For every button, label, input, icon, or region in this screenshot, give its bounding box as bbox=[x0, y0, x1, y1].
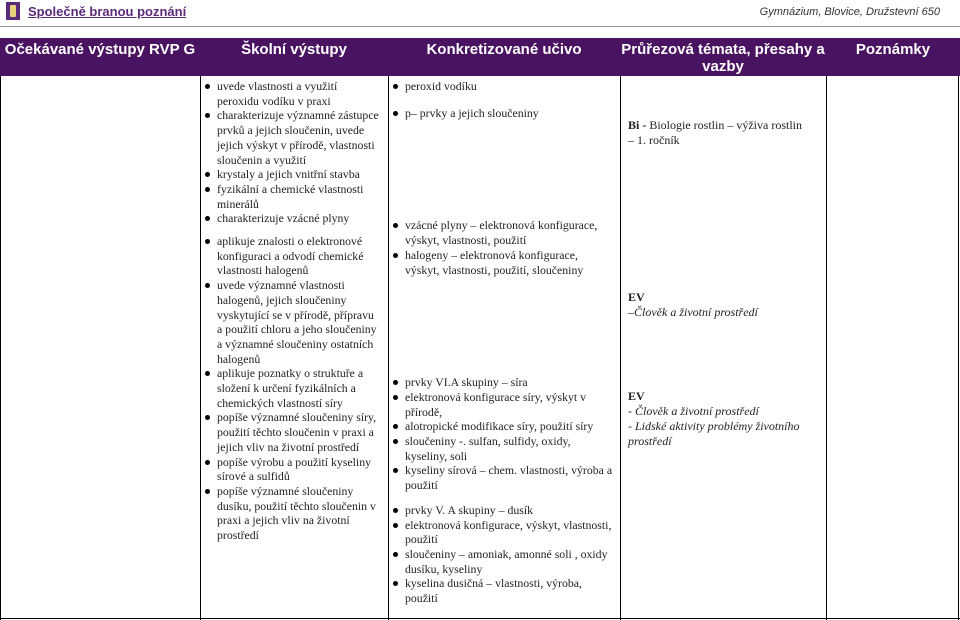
list-item: popíše významné sloučeniny síry, použití těchto sloučenin v praxi a jejich vliv na životní prostředí bbox=[203, 410, 381, 454]
school-address: Gymnázium, Blovice, Družstevní 650 bbox=[759, 6, 940, 18]
prurez-ev-text: Lidské aktivity problémy životního prostředí bbox=[628, 419, 800, 448]
list-item: elektronová konfigurace síry, výskyt v přírodě, bbox=[391, 390, 615, 419]
list-item: popíše výrobu a použití kyseliny sírové a sulfidů bbox=[203, 455, 381, 484]
col-header-poznamky: Poznámky bbox=[855, 41, 931, 58]
list-item: charakterizuje významné zástupce prvků a jejich sloučenin, uvede jejich výskyt v přírodě, vlastnosti sloučenin a využití bbox=[203, 108, 381, 167]
school-logo-icon bbox=[6, 2, 20, 20]
col-header-ucivo: Konkretizované učivo bbox=[426, 41, 582, 58]
table-divider bbox=[388, 76, 389, 620]
page-header bbox=[0, 0, 960, 27]
prurez-bi-label: Bi - bbox=[628, 118, 647, 132]
list-item: uvede významné vlastnosti halogenů, jejich sloučeniny vyskytující se v přírodě, přípravu a použití chloru a jeho sloučeniny a významné sloučeniny ostatních halogenů bbox=[203, 278, 381, 366]
prurez-ev-text: –Člověk a životní prostředí bbox=[628, 305, 758, 319]
table-border-right bbox=[958, 76, 959, 620]
logo-text[interactable]: Společně branou poznání bbox=[28, 4, 187, 19]
prurez-ev-1 bbox=[628, 290, 818, 320]
col-header-skolni: Školní výstupy bbox=[241, 41, 347, 58]
list-item: popíše významné sloučeniny dusíku, použití těchto sloučenin v praxi a jejich vliv na životní prostředí bbox=[203, 484, 381, 543]
col-header-prurezova: Průřezová témata, přesahy a vazby bbox=[621, 41, 825, 75]
list-item: elektronová konfigurace, výskyt, vlastnosti, použití bbox=[391, 518, 615, 547]
list-item: alotropické modifikace síry, použití síry bbox=[391, 419, 615, 434]
list-item: vzácné plyny – elektronová konfigurace, výskyt, vlastnosti, použití bbox=[391, 218, 615, 247]
prurez-bi-text: Biologie rostlin – výživa rostlin – 1. ročník bbox=[628, 118, 802, 147]
list-item: aplikuje poznatky o struktuře a složení k určení fyzikálních a chemických vlastností síry bbox=[203, 366, 381, 410]
col-header-rvp: Očekávané výstupy RVP G bbox=[4, 41, 196, 58]
prurez-ev-label: EV bbox=[628, 389, 645, 403]
table-divider bbox=[826, 76, 827, 620]
table-border-left bbox=[0, 76, 1, 620]
list-item: uvede vlastnosti a využití peroxidu vodíku v praxi bbox=[203, 79, 381, 108]
list-item: aplikuje znalosti o elektronové konfiguraci a odvodí chemické vlastnosti halogenů bbox=[203, 234, 381, 278]
list-item: prvky VI.A skupiny – síra bbox=[391, 375, 615, 390]
list-item: halogeny – elektronová konfigurace, výskyt, vlastnosti, použití, sloučeniny bbox=[391, 248, 615, 277]
ucivo-list bbox=[391, 79, 615, 606]
skolni-vystupy-list bbox=[203, 79, 381, 543]
list-item: krystaly a jejich vnitřní stavba bbox=[203, 167, 381, 182]
list-item: charakterizuje vzácné plyny bbox=[203, 211, 381, 226]
table-header bbox=[0, 38, 960, 76]
table-divider bbox=[620, 76, 621, 620]
list-item: sloučeniny -. sulfan, sulfidy, oxidy, kyseliny, soli bbox=[391, 434, 615, 463]
list-item: fyzikální a chemické vlastnosti minerálů bbox=[203, 182, 381, 211]
prurez-ev-dash: - bbox=[628, 419, 635, 433]
table-border-bottom bbox=[0, 618, 960, 619]
list-item: kyseliny sírová – chem. vlastnosti, výroba a použití bbox=[391, 463, 615, 492]
list-item: sloučeniny – amoniak, amonné soli , oxidy dusíku, kyseliny bbox=[391, 547, 615, 576]
prurez-ev-2 bbox=[628, 389, 818, 449]
list-item: kyselina dusičná – vlastnosti, výroba, použití bbox=[391, 576, 615, 605]
table-divider bbox=[200, 76, 201, 620]
prurez-ev-text: - Člověk a životní prostředí bbox=[628, 404, 759, 418]
prurez-biologie bbox=[628, 118, 808, 148]
list-item: prvky V. A skupiny – dusík bbox=[391, 503, 615, 518]
prurez-ev-label: EV bbox=[628, 290, 645, 304]
list-item: peroxid vodíku bbox=[391, 79, 615, 94]
list-item: p– prvky a jejich sloučeniny bbox=[391, 106, 615, 121]
